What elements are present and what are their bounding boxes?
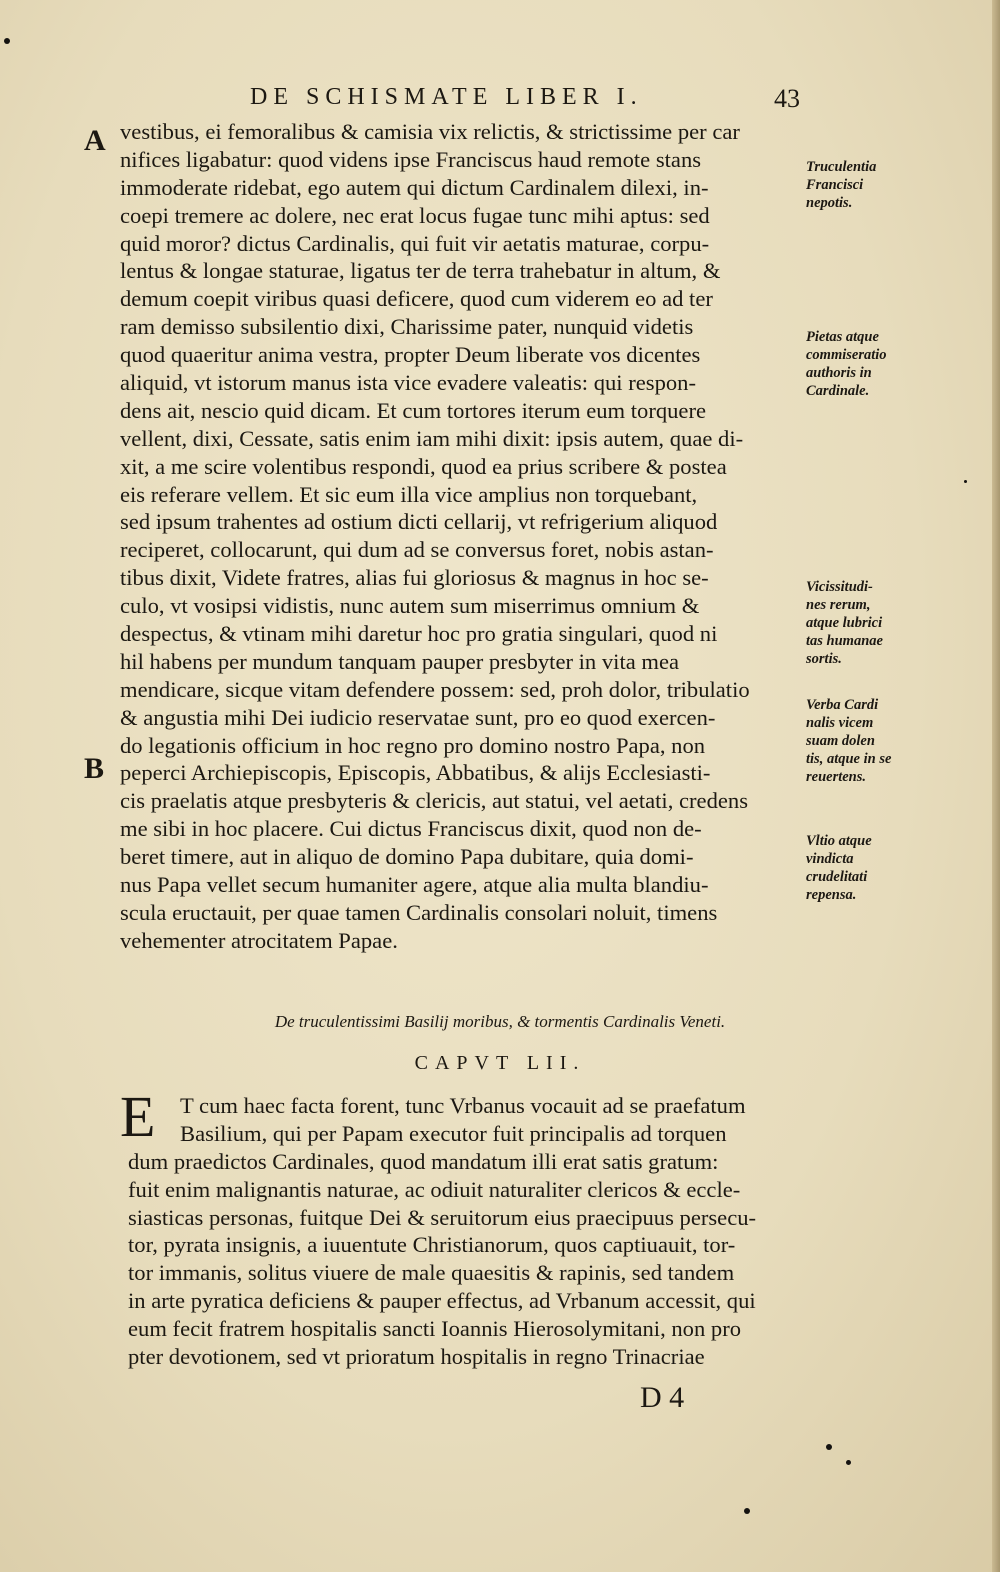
marginal-note-verba-cardinalis: Verba Cardi nalis vicem suam dolen tis, atque in se reuertens.	[806, 697, 892, 785]
chapter-caption: De truculentissimi Basilij moribus, & tormentis Cardinalis Veneti.	[274, 1012, 726, 1031]
marginal-note-vicissitudines: Vicissitudi- nes rerum, atque lubrici tas humanae sortis.	[806, 579, 883, 667]
text-line: nus Papa vellet secum humaniter agere, atque alia multa blandiu-	[120, 872, 709, 898]
ink-spot	[744, 1508, 750, 1514]
section-letter-b: B	[84, 752, 105, 785]
text-line: tor immanis, solitus viuere de male quaesitis & rapinis, sed tandem	[128, 1260, 735, 1286]
main-text-block	[120, 118, 806, 955]
marginal-note-pietas: Pietas atque commiseratio authoris in Cardinale.	[806, 329, 887, 399]
text-line: vehementer atrocitatem Papae.	[120, 927, 398, 953]
text-line: in arte pyratica deficiens & pauper effectus, ad Vrbanum accessit, qui	[128, 1288, 756, 1314]
text-line: Basilium, qui per Papam executor fuit principalis ad torquen	[180, 1120, 727, 1146]
chapter-title: CAPVT LII.	[414, 1052, 586, 1074]
text-line: demum coepit viribus quasi deficere, quod cum viderem eo ad ter	[120, 286, 713, 312]
text-line: mendicare, sicque vitam defendere possem: sed, proh dolor, tribulatio	[120, 676, 750, 702]
text-line: T cum haec facta forent, tunc Vrbanus vocauit ad se praefatum	[180, 1093, 746, 1118]
text-line: ram demisso subsilentio dixi, Charissime pater, nunquid videtis	[120, 314, 694, 340]
text-line: vellent, dixi, Cessate, satis enim iam mihi dixit: ipsis autem, quae di-	[120, 425, 744, 451]
text-line: culo, vt vosipsi vidistis, nunc autem sum miserrimus omnium &	[120, 593, 700, 619]
text-line: scula eructauit, per quae tamen Cardinalis consolari noluit, timens	[120, 899, 718, 925]
text-line: hil habens per mundum tanquam pauper presbyter in vita mea	[120, 648, 680, 674]
section-letter-a: A	[84, 124, 106, 157]
text-line: quid moror? dictus Cardinalis, qui fuit vir aetatis maturae, corpu-	[120, 230, 710, 256]
text-line: me sibi in hoc placere. Cui dictus Franciscus dixit, quod non de-	[120, 816, 702, 842]
ink-spot	[964, 480, 967, 483]
text-line: tibus dixit, Videte fratres, alias fui gloriosus & magnus in hoc se-	[120, 565, 709, 591]
text-line: despectus, & vtinam mihi daretur hoc pro gratia singulari, quod ni	[120, 621, 718, 647]
text-line: tor, pyrata insignis, a iuuentute Christianorum, quos captiuauit, tor-	[128, 1232, 736, 1258]
ink-spot	[846, 1460, 851, 1465]
text-line: coepi tremere ac dolere, nec erat locus fugae tunc mihi aptus: sed	[120, 202, 710, 228]
text-line: pter devotionem, sed vt prioratum hospitalis in regno Trinacriae	[128, 1344, 705, 1370]
text-line: dum praedictos Cardinales, quod mandatum illi erat satis gratum:	[128, 1148, 719, 1174]
text-line: xit, a me scire volentibus respondi, quod ea prius scribere & postea	[120, 453, 727, 479]
drop-cap: E	[120, 1084, 156, 1149]
text-line: fuit enim malignantis naturae, ac odiuit naturaliter clericos & eccle-	[128, 1176, 741, 1202]
chapter-text-block	[128, 1092, 818, 1371]
marginal-note-truculentia: Truculentia Francisci nepotis.	[806, 159, 877, 211]
text-line: dens ait, nescio quid dicam. Et cum tortores iterum eum torquere	[120, 397, 707, 423]
text-line: aliquid, vt istorum manus ista vice evadere valeatis: qui respon-	[120, 370, 696, 396]
text-line: do legationis officium in hoc regno pro domino nostro Papa, non	[120, 732, 706, 758]
text-line: vestibus, ei femoralibus & camisia vix relictis, & strictissime per car	[120, 119, 740, 144]
text-line: beret timere, aut in aliquo de domino Papa dubitare, quia domi-	[120, 844, 694, 870]
text-line: reciperet, collocarunt, qui dum ad se conversus foret, nobis astan-	[120, 537, 714, 563]
text-line: & angustia mihi Dei iudicio reservatae sunt, pro eo quod exercen-	[120, 704, 716, 730]
text-line: quod quaeritur anima vestra, propter Deum liberate vos dicentes	[120, 342, 701, 368]
text-line: cis praelatis atque presbyteris & clericis, aut statui, vel aetati, credens	[120, 788, 748, 814]
text-line: eum fecit fratrem hospitalis sancti Ioannis Hierosolymitani, non pro	[128, 1316, 742, 1342]
page-edge-shadow	[992, 0, 1000, 1572]
ink-spot	[4, 38, 10, 44]
text-line: peperci Archiepiscopis, Episcopis, Abbatibus, & alijs Ecclesiasti-	[120, 760, 711, 786]
page-number: 43	[774, 84, 800, 113]
text-line: sed ipsum trahentes ad ostium dicti cellarij, vt refrigerium aliquod	[120, 509, 718, 535]
text-line: siasticas personas, fuitque Dei & seruitorum eius praecipuus persecu-	[128, 1204, 757, 1230]
text-line: immoderate ridebat, ego autem qui dictum Cardinalem dilexi, in-	[120, 174, 709, 200]
text-line: eis referare vellem. Et sic eum illa vice amplius non torquebant,	[120, 481, 698, 507]
text-line: lentus & longae staturae, ligatus ter de terra trahebatur in altum, &	[120, 258, 721, 284]
running-head: DE SCHISMATE LIBER I.	[250, 84, 643, 110]
marginal-note-vltio: Vltio atque vindicta crudelitati repensa.	[806, 833, 872, 903]
ink-spot	[826, 1444, 832, 1450]
text-line: nifices ligabatur: quod videns ipse Franciscus haud remote stans	[120, 146, 702, 172]
signature-mark: D 4	[640, 1381, 685, 1414]
